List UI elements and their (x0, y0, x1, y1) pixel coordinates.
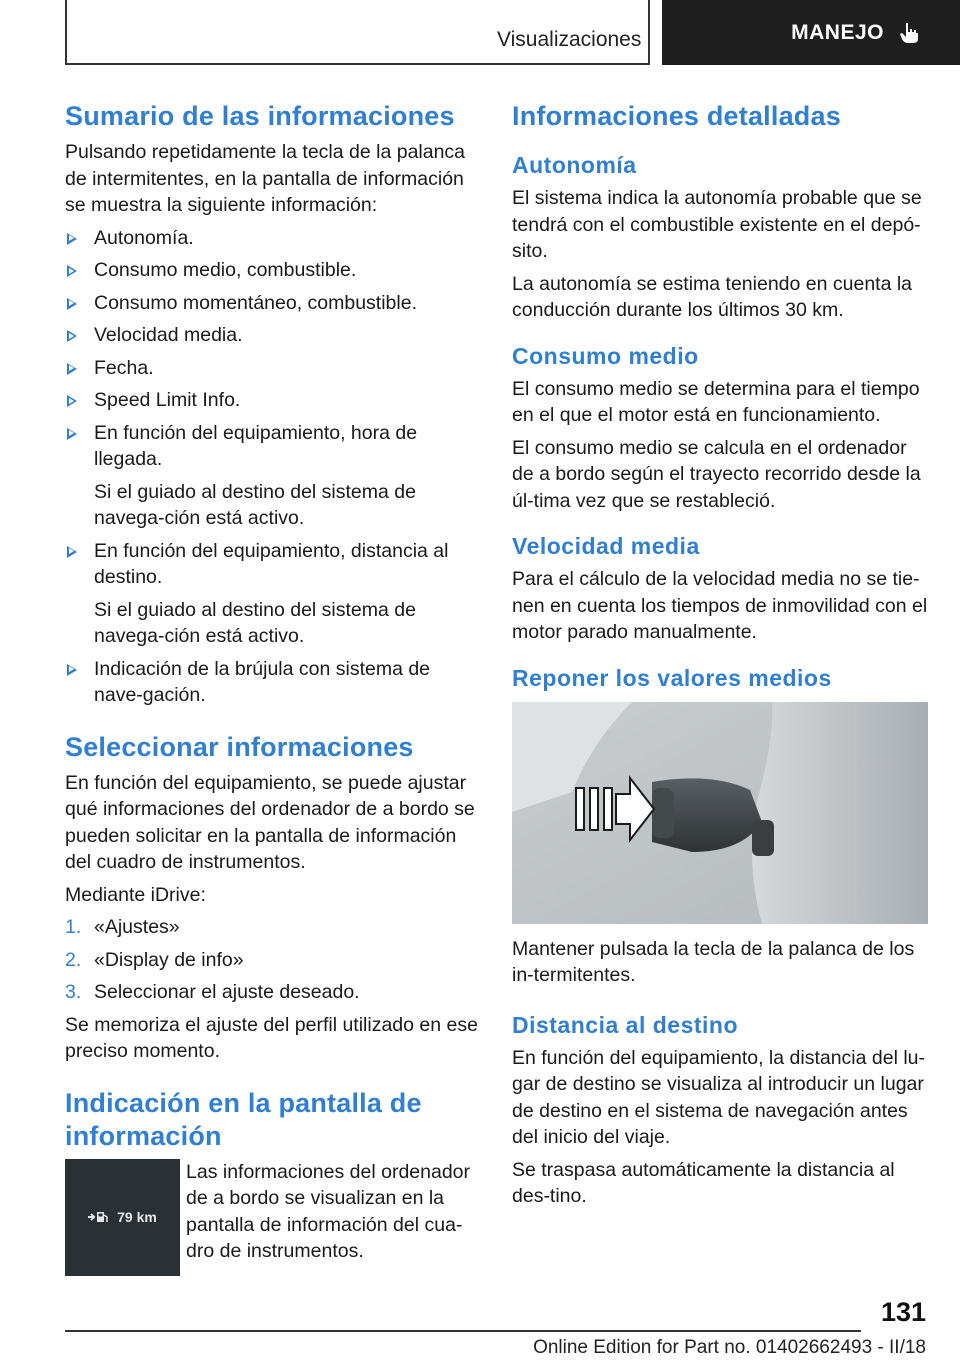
autonomia-section (512, 151, 928, 324)
indicacion-heading: Indicación en la pantalla de información (65, 1087, 422, 1151)
seleccionar-intro: En función del equipamiento, se puede ajustar qué informaciones del ordenador de a bordo se pueden solicitar en la pantalla de información del cuadro de instrumentos. (65, 771, 475, 873)
triangle-bullet-icon (67, 428, 77, 440)
list-item: Speed Limit Info. (65, 387, 481, 414)
step-item: 1. «Ajustes» (65, 914, 481, 941)
seleccionar-steps (65, 914, 481, 1006)
display-screenshot (65, 1159, 180, 1276)
indicacion-section (65, 1087, 481, 1276)
indicacion-text: Las informaciones del ordenador de a bordo se visualizan en la pantalla de información del cua-dro de instrumentos. (186, 1160, 471, 1262)
triangle-bullet-icon (67, 298, 77, 310)
autonomia-paragraph: La autonomía se estima teniendo en cuenta la conducción durante los últimos 30 km. (512, 272, 913, 321)
consumo-section (512, 342, 928, 515)
display-range-value: 79 km (117, 1209, 157, 1225)
reponer-heading: Reponer los valores medios (512, 664, 832, 691)
list-item-note: Si el guiado al destino del sistema de navega-ción está activo. (94, 480, 416, 529)
seleccionar-section (65, 731, 481, 1065)
sumario-intro: Pulsando repetidamente la tecla de la palanca de intermitentes, en la pantalla de información se muestra la siguiente información: (65, 141, 466, 216)
step-number: 2. (65, 948, 82, 971)
consumo-paragraph: El consumo medio se calcula en el ordenador de a bordo según el trayecto recorrido desde la úl-tima vez que se restableció. (512, 436, 921, 512)
page-number: 131 (880, 1297, 926, 1327)
detalladas-heading: Informaciones detalladas (512, 101, 841, 131)
indicacion-block (65, 1159, 481, 1276)
fuel-range-icon (88, 1211, 110, 1223)
sumario-section (65, 100, 481, 709)
autonomia-paragraph: El sistema indica la autonomía probable que se tendrá con el combustible existente en el depó-sito. (512, 187, 922, 262)
consumo-paragraph: El consumo medio se determina para el tiempo en el que el motor está en funcionamiento. (512, 377, 920, 426)
list-item-note: Si el guiado al destino del sistema de navega-ción está activo. (94, 598, 416, 647)
list-item: Consumo momentáneo, combustible. (65, 290, 481, 317)
turn-signal-lever-photo (512, 702, 928, 924)
triangle-bullet-icon (67, 265, 77, 277)
autonomia-heading: Autonomía (512, 152, 637, 178)
list-item: Autonomía. (65, 225, 481, 252)
header-chapter-label: MANEJO (791, 20, 884, 44)
step-item: 3. Seleccionar el ajuste deseado. (65, 979, 481, 1006)
triangle-bullet-icon (67, 395, 77, 407)
footer-edition: Online Edition for Part no. 01402662493 - II/18 (533, 1337, 926, 1358)
list-item: Consumo medio, combustible. (65, 257, 481, 284)
sumario-heading: Sumario de las informaciones (65, 101, 455, 131)
distancia-section (512, 1011, 928, 1210)
distancia-paragraph: Se traspasa automáticamente la distancia al des-tino. (512, 1158, 895, 1207)
list-item: Velocidad media. (65, 322, 481, 349)
right-column (512, 100, 928, 1216)
footer-rule (65, 1330, 861, 1332)
velocidad-section (512, 532, 928, 646)
header-rule-divider (648, 0, 650, 65)
left-column (65, 100, 481, 1276)
steering-hand-icon (898, 21, 920, 45)
header-underline (65, 63, 650, 65)
reponer-caption: Mantener pulsada la tecla de la palanca de los in-termitentes. (512, 937, 915, 986)
header-chapter-tab (662, 0, 960, 65)
triangle-bullet-icon (67, 664, 77, 676)
step-number: 1. (65, 916, 82, 938)
velocidad-paragraph: Para el cálculo de la velocidad media no se tie-nen en cuenta los tiempos de inmovilidad con el motor parado manualmente. (512, 568, 928, 643)
sumario-list (65, 225, 481, 709)
header-section-title: Visualizaciones (497, 28, 642, 51)
list-item: En función del equipamiento, hora de llegada. Si el guiado al destino del sistema de navega-ción está activo. (65, 420, 481, 532)
distancia-paragraph: En función del equipamiento, la distancia del lu-gar de destino se visualiza al introducir un lugar de destino en el sistema de navegación antes del inicio del viaje. (512, 1046, 926, 1148)
list-item: Fecha. (65, 355, 481, 382)
consumo-heading: Consumo medio (512, 342, 699, 369)
triangle-bullet-icon (67, 363, 77, 375)
header-rule-left (65, 0, 67, 65)
seleccionar-lead: Mediante iDrive: (65, 883, 206, 906)
triangle-bullet-icon (67, 330, 77, 342)
distancia-heading: Distancia al destino (512, 1011, 739, 1038)
list-item: Indicación de la brújula con sistema de nave-gación. (65, 656, 481, 709)
seleccionar-heading: Seleccionar informaciones (65, 731, 414, 762)
step-item: 2. «Display de info» (65, 947, 481, 974)
step-number: 3. (65, 981, 82, 1003)
triangle-bullet-icon (67, 546, 77, 558)
triangle-bullet-icon (67, 233, 77, 245)
seleccionar-note: Se memoriza el ajuste del perfil utilizado en ese preciso momento. (65, 1013, 478, 1062)
reponer-section (512, 664, 928, 989)
velocidad-heading: Velocidad media (512, 533, 700, 559)
list-item: En función del equipamiento, distancia al destino. Si el guiado al destino del sistema de navega-ción está activo. (65, 538, 481, 650)
